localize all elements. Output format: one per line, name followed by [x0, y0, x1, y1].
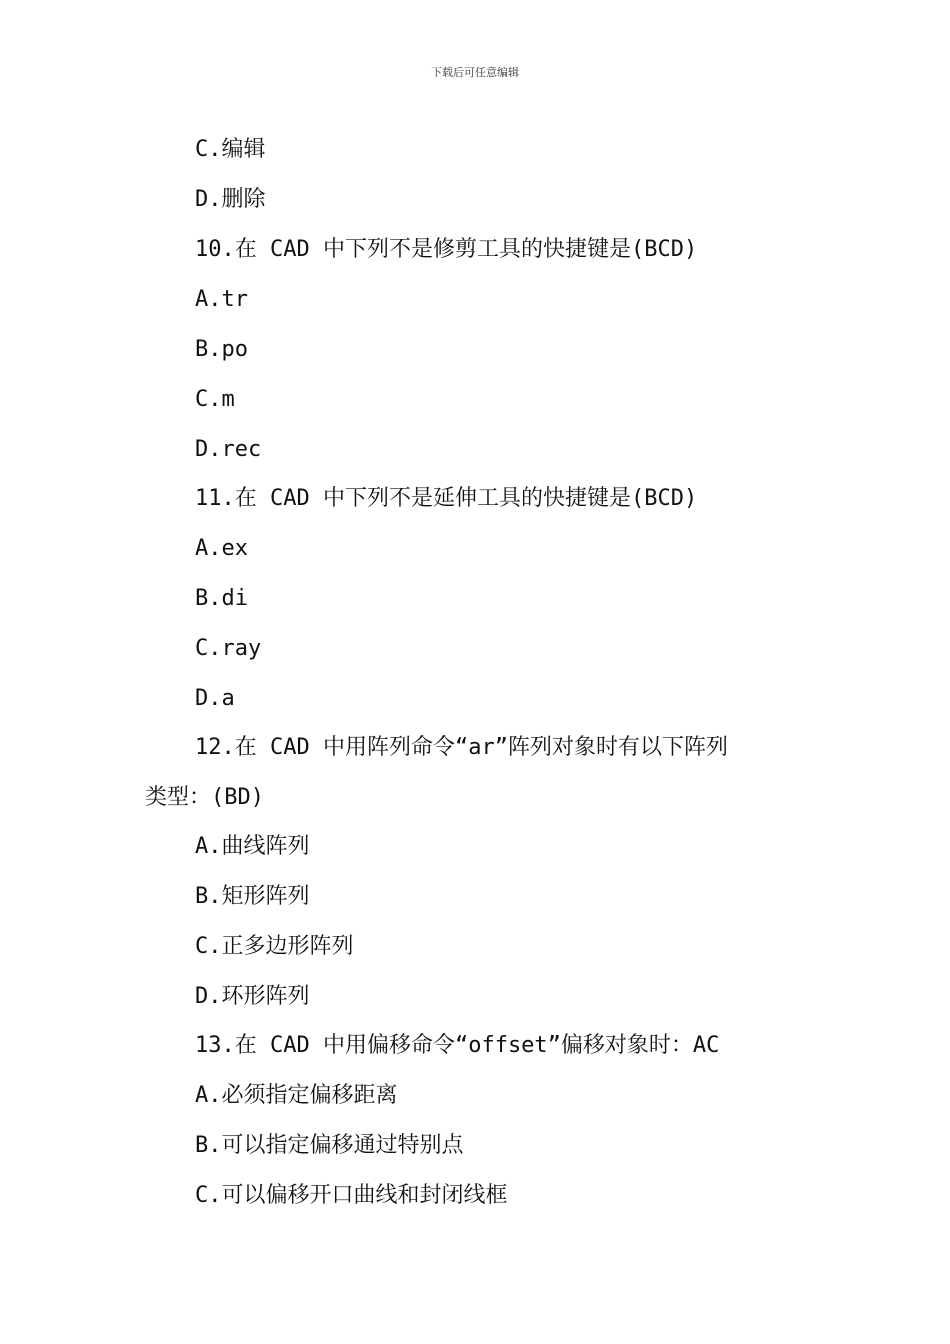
q11-option-c: C.ray	[195, 636, 262, 661]
question-12-continued: 类型：(BD)	[145, 785, 264, 810]
q11-option-d: D.a	[195, 686, 235, 711]
question-11: 11.在 CAD 中下列不是延伸工具的快捷键是(BCD)	[195, 486, 698, 511]
option-c-edit: C.编辑	[195, 137, 266, 162]
q12-option-a: A.曲线阵列	[195, 834, 310, 859]
q13-option-c: C.可以偏移开口曲线和封闭线框	[195, 1183, 508, 1208]
question-10: 10.在 CAD 中下列不是修剪工具的快捷键是(BCD)	[195, 237, 698, 262]
q13-option-a: A.必须指定偏移距离	[195, 1083, 398, 1108]
option-d-delete: D.删除	[195, 187, 266, 212]
q10-option-c: C.m	[195, 387, 235, 412]
q11-option-a: A.ex	[195, 536, 248, 561]
q10-option-a: A.tr	[195, 287, 248, 312]
question-12: 12.在 CAD 中用阵列命令“ar”阵列对象时有以下阵列	[195, 735, 728, 760]
q12-option-d: D.环形阵列	[195, 984, 310, 1009]
page-header: 下载后可任意编辑	[431, 66, 519, 79]
question-13: 13.在 CAD 中用偏移命令“offset”偏移对象时：AC	[195, 1033, 720, 1058]
q12-option-c: C.正多边形阵列	[195, 934, 354, 959]
q10-option-b: B.po	[195, 337, 248, 362]
q13-option-b: B.可以指定偏移通过特别点	[195, 1133, 464, 1158]
q10-option-d: D.rec	[195, 437, 262, 462]
q11-option-b: B.di	[195, 586, 248, 611]
q12-option-b: B.矩形阵列	[195, 884, 310, 909]
